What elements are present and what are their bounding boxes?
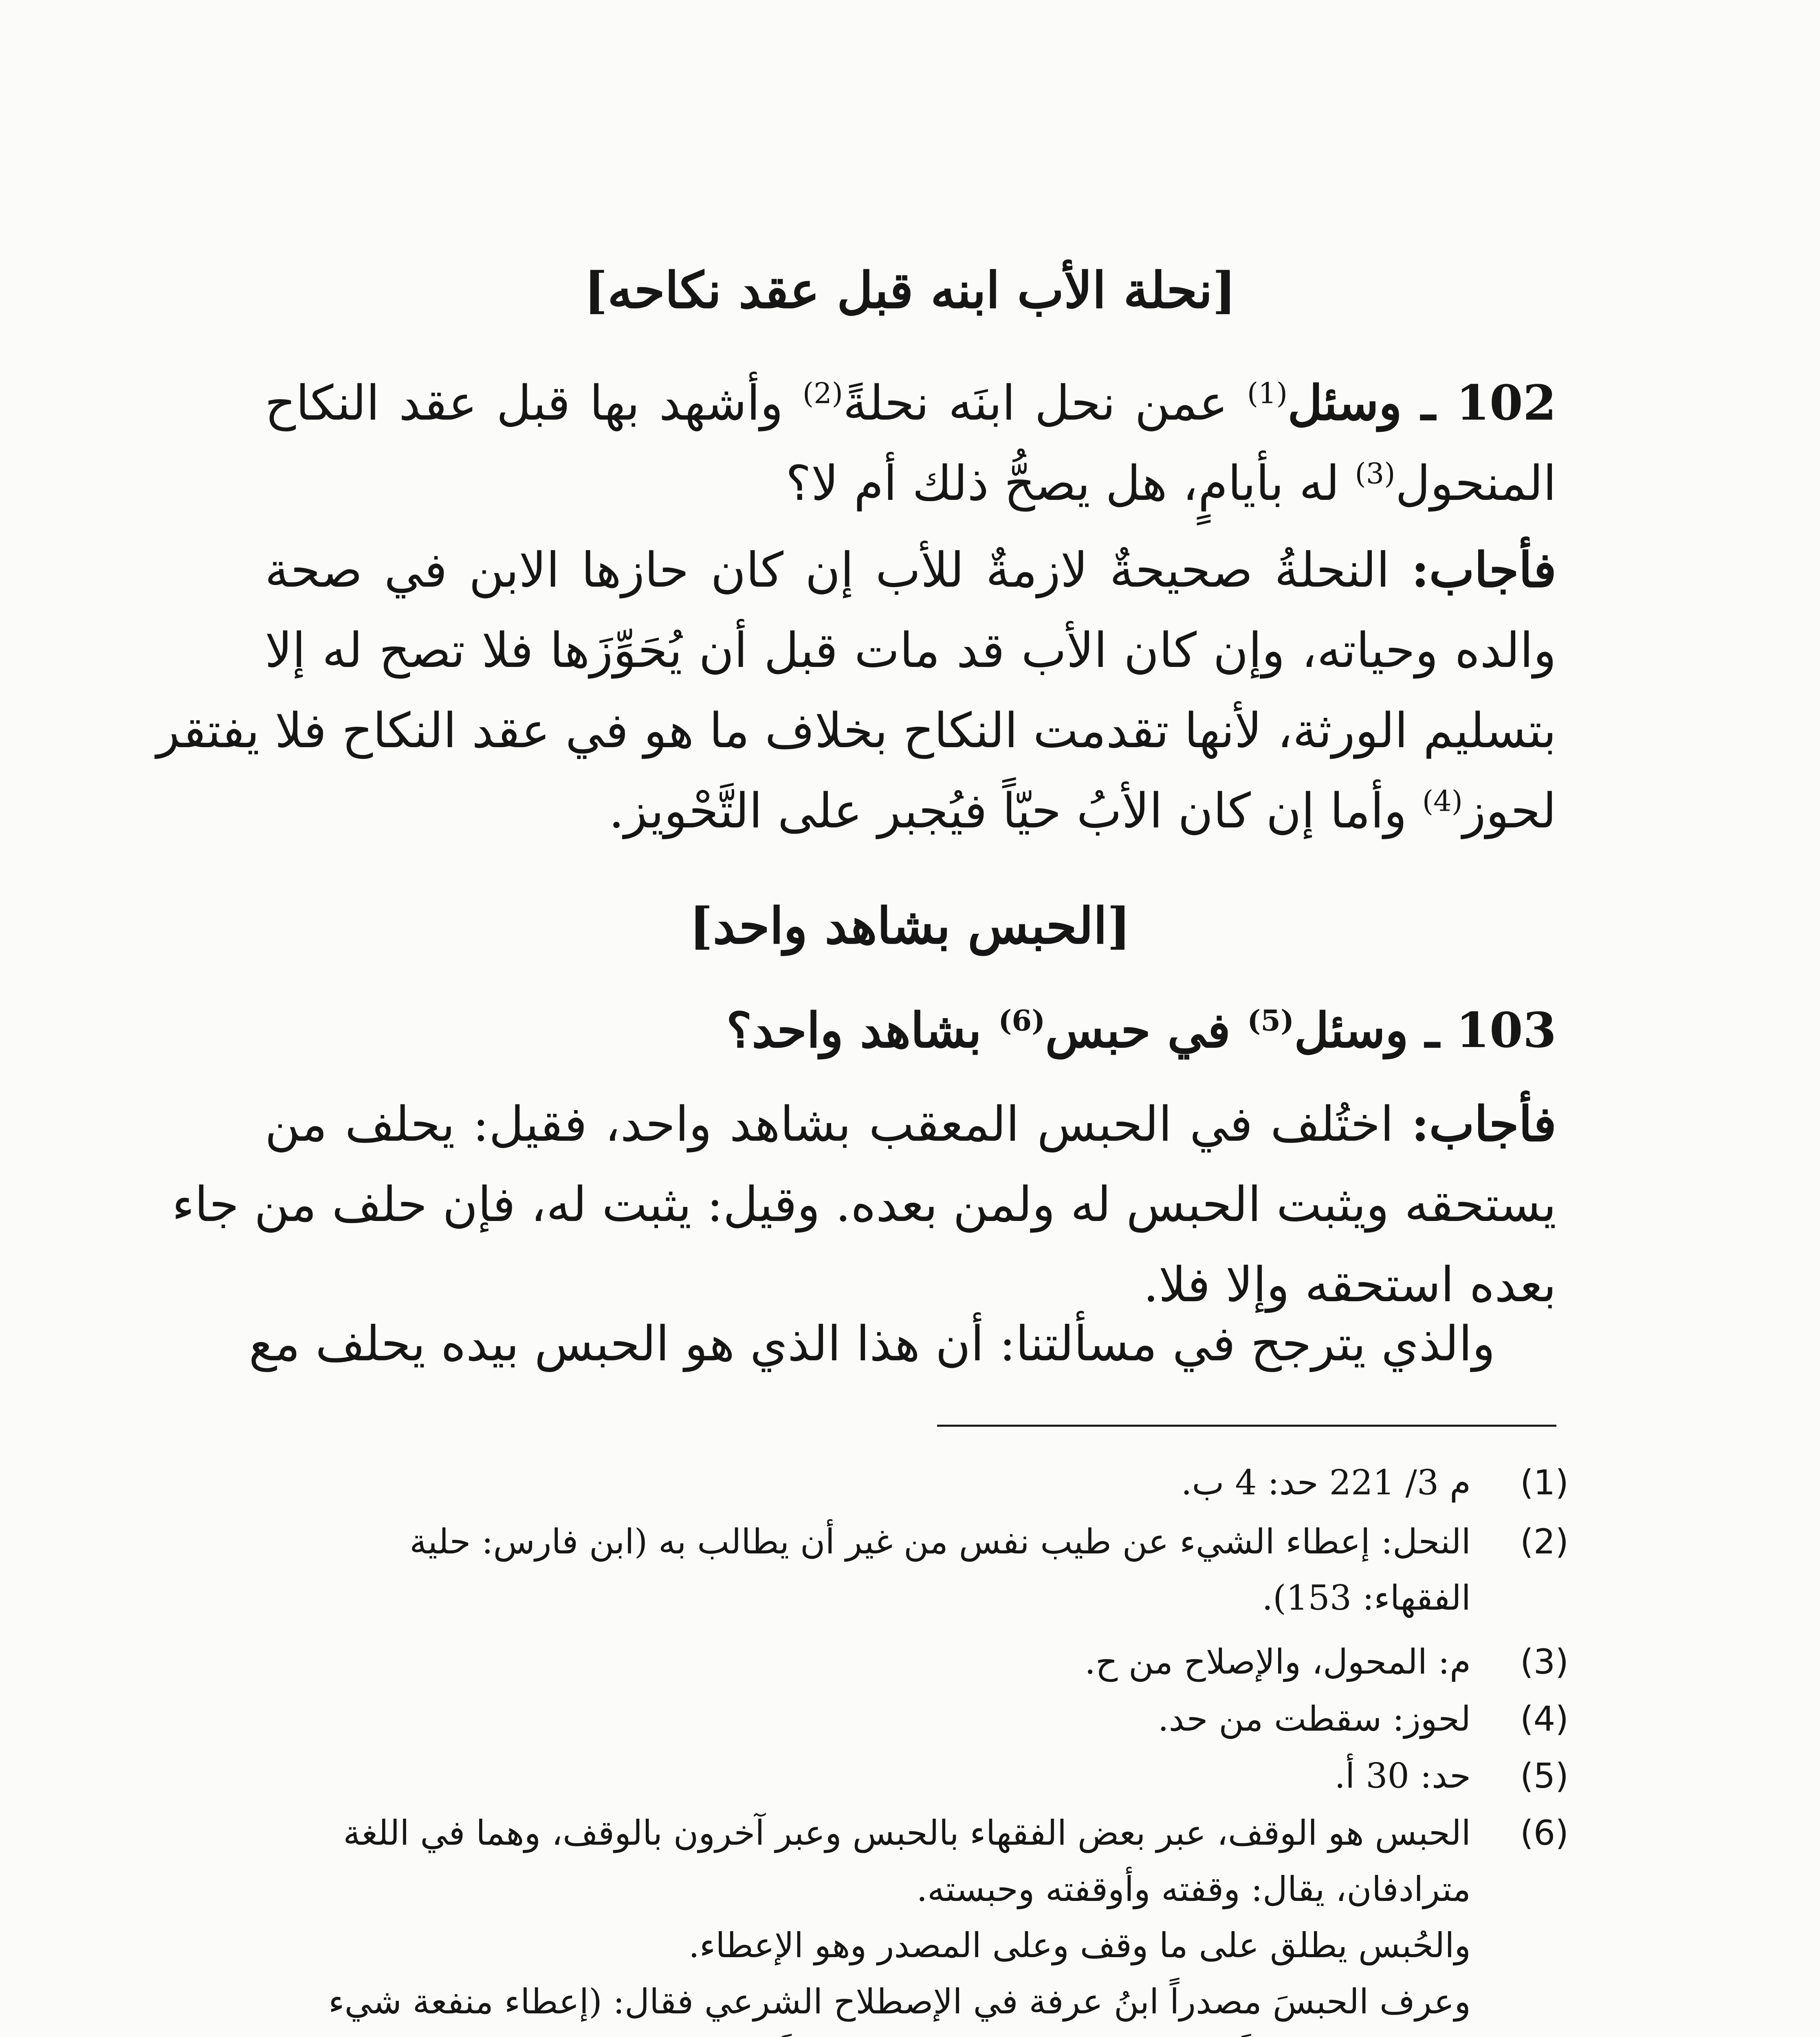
footnote-body [244,1748,1471,1804]
answer-102-line-4 [265,771,1556,851]
footnote-separator [937,1425,1556,1427]
footnote-line [244,2030,1471,2037]
footnote-number: (1) [1520,1463,1569,1502]
question-102 [265,363,1556,524]
footnote-line: حد: 30 أ. [1334,1756,1471,1796]
footnote-line: النحل: إعطاء الشيء عن طيب نفس من غير أن يطالب به (ابن فارس: حلية [409,1522,1471,1562]
answer-text: لحوز [1462,783,1556,839]
footnote-number: (4) [1520,1699,1569,1739]
footnote-number: (6) [1520,1813,1569,1853]
footnote-6 [244,1805,1569,2037]
footnote-line: لحوز: سقطت من حد. [1158,1699,1471,1739]
answer-103-line-3: بعده استحقه وإلا فلا. [1143,1256,1556,1313]
question-label: وسئل [1294,1002,1408,1058]
answer-text: النحلةُ صحيحةٌ لازمةٌ للأب إن كان حازها الابن في صحة [265,542,1412,598]
question-number: 103 ـ [1425,1002,1556,1058]
section-heading-2: [الحبس بشاهد واحد] [689,896,1131,955]
footnote-4 [244,1691,1569,1747]
footnote-ref-5: (5) [1247,1003,1294,1038]
footnote-body [244,1513,1471,1626]
question-text-a: عمن نحل ابنَه نحلةً [843,375,1247,431]
footnote-body [244,1691,1471,1747]
footnote-ref-3: (3) [1355,457,1395,491]
answer-102-line-1 [265,530,1556,610]
question-102-line-1 [265,363,1556,443]
footnote-line: الفقهاء: 153). [1262,1578,1471,1618]
question-103 [265,990,1556,1070]
answer-103 [172,1084,1556,1325]
footnote-line: م 3/ 221 حد: 4 ب. [1181,1463,1471,1502]
footnote-3 [244,1634,1569,1690]
question-number: 102 ـ [1421,374,1557,431]
footnote-body [244,1805,1471,2037]
footnote-body [244,1454,1471,1511]
footnote-number: (5) [1520,1756,1569,1796]
question-text-c: المنحول [1395,455,1556,511]
answer-102 [156,530,1556,851]
footnote-2 [244,1513,1569,1626]
answer-text: وأما إن كان الأبُ حيّاً فيُجبر على التَّحْويز. [609,783,1422,839]
footnote-line: مترادفان، يقال: وقفته وأوقفته وحبسته. [916,1869,1471,1909]
footnote-ref-1: (1) [1247,376,1288,410]
footnote-5 [244,1748,1569,1804]
footnote-number: (2) [1520,1522,1569,1562]
footnote-ref-4: (4) [1422,784,1463,818]
footnote-line: والحُبس يطلق على ما وقف وعلى المصدر وهو الإعطاء. [689,1925,1471,1965]
question-label: وسئل [1287,374,1402,431]
footnote-line: الحبس هو الوقف، عبر بعض الفقهاء بالحبس وعبر آخرون بالوقف، وهما في اللغة [343,1813,1471,1853]
continuation-paragraph [249,1304,1556,1384]
section-heading-1: [نحلة الأب ابنه قبل عقد نكاحه] [584,261,1236,319]
answer-label: فأجاب: [1411,1095,1556,1152]
footnote-ref-6: (6) [998,1003,1045,1038]
question-text: في حبس [1045,1002,1248,1058]
question-103-line [265,990,1556,1070]
question-102-line-2 [265,443,1556,524]
answer-102-line-2: والده وحياته، وإن كان الأب قد مات قبل أن يُحَوِّزَها فلا تصح له إلا [265,622,1556,678]
answer-label: فأجاب: [1411,541,1556,598]
footnote-line: م: المحول، والإصلاح من ح. [1085,1642,1471,1682]
answer-102-line-3: بتسليم الورثة، لأنها تقدمت النكاح بخلاف ما هو في عقد النكاح فلا يفتقر [156,702,1556,759]
question-text-d: له بأيامٍ، هل يصحُّ ذلك أم لا؟ [786,455,1355,511]
answer-text: اختُلف في الحبس المعقب بشاهد واحد، فقيل: يحلف من [265,1096,1412,1152]
footnote-line: وعرف الحبسَ مصدراً ابنُ عرفة في الإصطلاح الشرعي فقال: (إعطاء منفعة شيء [328,1982,1471,2022]
answer-103-line-1 [265,1084,1556,1164]
footnote-ref-2: (2) [802,376,843,410]
answer-103-line-2: يستحقه ويثبت الحبس له ولمن بعده. وقيل: يثبت له، فإن حلف من جاء [172,1176,1556,1232]
continuation-line: والذي يترجح في مسألتنا: أن هذا الذي هو الحبس بيده يحلف مع [249,1315,1495,1372]
footnote-body [244,1634,1471,1690]
question-text: بشاهد واحد؟ [726,1002,999,1058]
question-text-b: وأشهد بها قبل عقد النكاح [265,375,803,431]
footnote-1 [244,1454,1569,1511]
footnote-number: (3) [1520,1642,1569,1682]
